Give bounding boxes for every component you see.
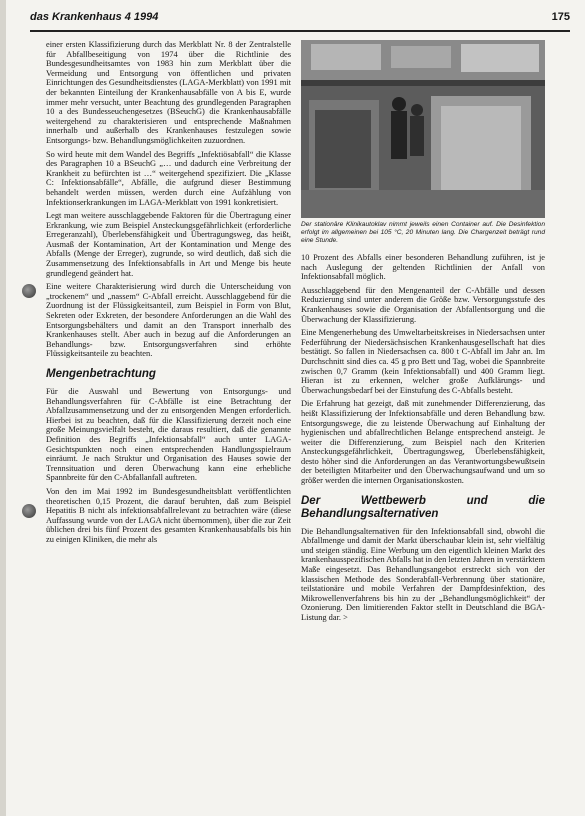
paragraph: Für die Auswahl und Bewertung von Entsorgungs- und Behandlungsverfahren für C-Abfälle ist eine Betrachtung der Abfallzusammensetzung und der zu entsorgenden Mengen erforderlich. Hierbei ist zu beachten, daß für die Klassifizierung derzeit noch eine große Meinungsvielfalt besteht, die daraus resultiert, daß die genannte Definition des Begriffs „Infektionsabfall“ auch unter LAGA-Gesichtspunkten noch einen entsprechenden Handlungsspielraum einräumt. Je nach Struktur und Organisation des Hauses sowie der Trennsituation und deren Überwachung kann eine erhebliche Spannbreite für den C-Abfallanfall auftreten. [46, 387, 291, 483]
figure-caption: Der stationäre Klinikautoklav nimmt jeweils einen Container auf. Die Desinfektion erfolgt im allgemeinen bei 105 °C, 20 Minuten lang. Die Chargenzeit beträgt rund eine Stunde. [301, 221, 545, 244]
autoclave-photo [301, 40, 545, 218]
photo-illustration [301, 40, 545, 218]
paragraph: So wird heute mit dem Wandel des Begriffs „Infektiösabfall“ die Klasse des Paragraphen 10 a BSeuchG „… und dadurch eine Verbreitung der Krankheit zu befürchten ist …“ weitergehend spezifiziert. Die „Klasse C: Infektionsabfälle“, Abfälle, die aufgrund dieser Bestimmung behandelt werden müssen, werden durch eine Aufzählung von Infektionserkrankungen im LAGA-Merkblatt von 1991 konkretisiert. [46, 149, 291, 207]
journal-title: das Krankenhaus 4 1994 [30, 11, 159, 23]
section-heading: Mengenbetrachtung [46, 368, 156, 380]
margin-hole-mark [22, 504, 36, 518]
page-spine [0, 0, 6, 816]
paragraph: 10 Prozent des Abfalls einer besonderen Behandlung zuführen, ist je nach Auslegung der geltenden Richtlinien der Anfall von Infektionsabfall möglich. [301, 253, 545, 282]
left-column [46, 40, 291, 549]
section-heading: Der Wettbewerb und die Behandlungsalternativen [301, 494, 545, 520]
paragraph: Eine Mengenerhebung des Umweltarbeitskreises in Niedersachsen unter Federführung der Niedersächsischen Krankenhausgesellschaft hat dies bestätigt. So fallen in Niedersachsen ca. 800 t C-Abfall im Jahr an. Im Durchschnitt sind dies ca. 45 g pro Bett und Tag, wobei die Spannbreite zwischen 0,7 Gramm (kein Infektionsabfall) und 400 Gramm liegt. Hieran ist zu erkennen, welcher große Aufklärungs- und Überwachungsbedarf bei der Einstufung des C-Abfalls besteht. [301, 328, 545, 395]
page-header [30, 8, 570, 32]
page-number: 175 [551, 11, 570, 23]
paragraph: Die Erfahrung hat gezeigt, daß mit zunehmender Differenzierung, das heißt Klassifizierung der Infektionsabfälle und deren Behandlung bzw. Entsorgungswege, die zu leistende Überwachung auf Einhaltung der hygienischen und abfallrechtlichen Belange entsprechend ansteigt. Je weiter die Differenzierung, zum Beispiel nach den Kriterien Ansteckungsgefährlichkeit, Übertragungsweg, Überlebensfähigkeit, desto höher sind die Anforderungen an das Verantwortungsbewußtsein der beteiligten Mitarbeiter und den Überwachungsaufwand und um so größer werden die internen Organisationskosten. [301, 399, 545, 486]
paragraph: Die Behandlungsalternativen für den Infektionsabfall sind, obwohl die Abfallmenge und damit der Markt überschaubar klein ist, sehr vielfältig und steigen ständig. Eine Werbung um den eigentlich kleinen Markt des krankenhausspezifischen Abfalls hat in den letzten Jahren in verstärktem Maße eingesetzt. Das Behandlungsangebot erstreckt sich von der klassischen Methode des Sonderabfall-Verbrennung über stationäre, teilstationäre und mobile Verfahren der Dampfdesinfektion, des Mikrowellenverfahrens bis hin zu der „Behandlungsmöglichkeit“ der Ozonierung. Den limitierenden Faktor stellt in Deutschland die BGA-Listung dar. > [301, 526, 545, 622]
paragraph: einer ersten Klassifizierung durch das Merkblatt Nr. 8 der Zentralstelle für Abfallbeseitigung von 1974 über die Richtlinie des Bundesgesundheitsamtes von 1983 hin zum Merkblatt über die Vermeidung und Entsorgung von öffentlichen und privaten Einrichtungen des Gesundheitsdienstes (LAGA-Merkblatt) von 1991 mit der bekannten Einteilung der Krankenhausabfälle von A bis E, wurde immer mehr versucht, unter Beachtung des grundlegenden Paragraphen 10 a des Bundesseuchengesetzes (BSeuchG) die Krankenhausabfälle weitergehend zu charakterisieren und entsprechende Maßnahmen innerhalb und außerhalb des Krankenhauses festzulegen sowie Entsorgungs- bzw. Behandlungsmöglichkeiten zuzuordnen. [46, 40, 291, 145]
margin-hole-mark [22, 284, 36, 298]
paragraph: Von den im Mai 1992 im Bundesgesundheitsblatt veröffentlichten theoretischen 0,15 Prozent, die darauf beruhten, daß zum Beispiel Hepatitis B nicht als infektionsabfallrelevant zu betrachten wäre (diese Auffassung wurde von der LAGA nicht übernommen), über die zur Zeit üblichen drei bis fünf Prozent des gesamten Krankenhausabfalls bis hin zu einigen Kliniken, die mehr als [46, 486, 291, 544]
paragraph: Eine weitere Charakterisierung wird durch die Unterscheidung von „trockenem“ und „nassem“ C-Abfall erreicht. Ausschlaggebend für die Zuordnung ist der Flüssigkeitsanteil, zum Beispiel in Form von Blut, Sekreten oder Exkreten, der besondere Anforderungen an die Wahl des Entsorgungsbehälters und damit an den Transport innerhalb des Krankenhauses stellt. Aber auch in bezug auf die Anforderungen an Behandlungs- bzw. Entsorgungsverfahren sind erhöhte Flüssigkeitsanteile zu beachten. [46, 282, 291, 359]
paragraph: Legt man weitere ausschlaggebende Faktoren für die Übertragung einer Erkrankung, wie zum Beispiel Ansteckungsgefährlichkeit (erforderliche Erregeranzahl), Überlebensfähigkeit und Übertragungsweg, das heißt, Ausmaß der Kontamination, Art der Kontamination und Menge des Abfalls (Menge der Erreger), zugrunde, so wird deutlich, daß sich die Zusammensetzung des Infektionsabfalls in Art und Menge bis heute grundlegend geändert hat. [46, 211, 291, 278]
right-column [301, 40, 545, 627]
paragraph: Ausschlaggebend für den Mengenanteil der C-Abfälle und dessen Reduzierung sind unter anderem die Größe bzw. Versorgungsstufe des Krankenhauses sowie die Organisation der Abfallentsorgung und die Überwachung der Klassifizierung. [301, 285, 545, 324]
